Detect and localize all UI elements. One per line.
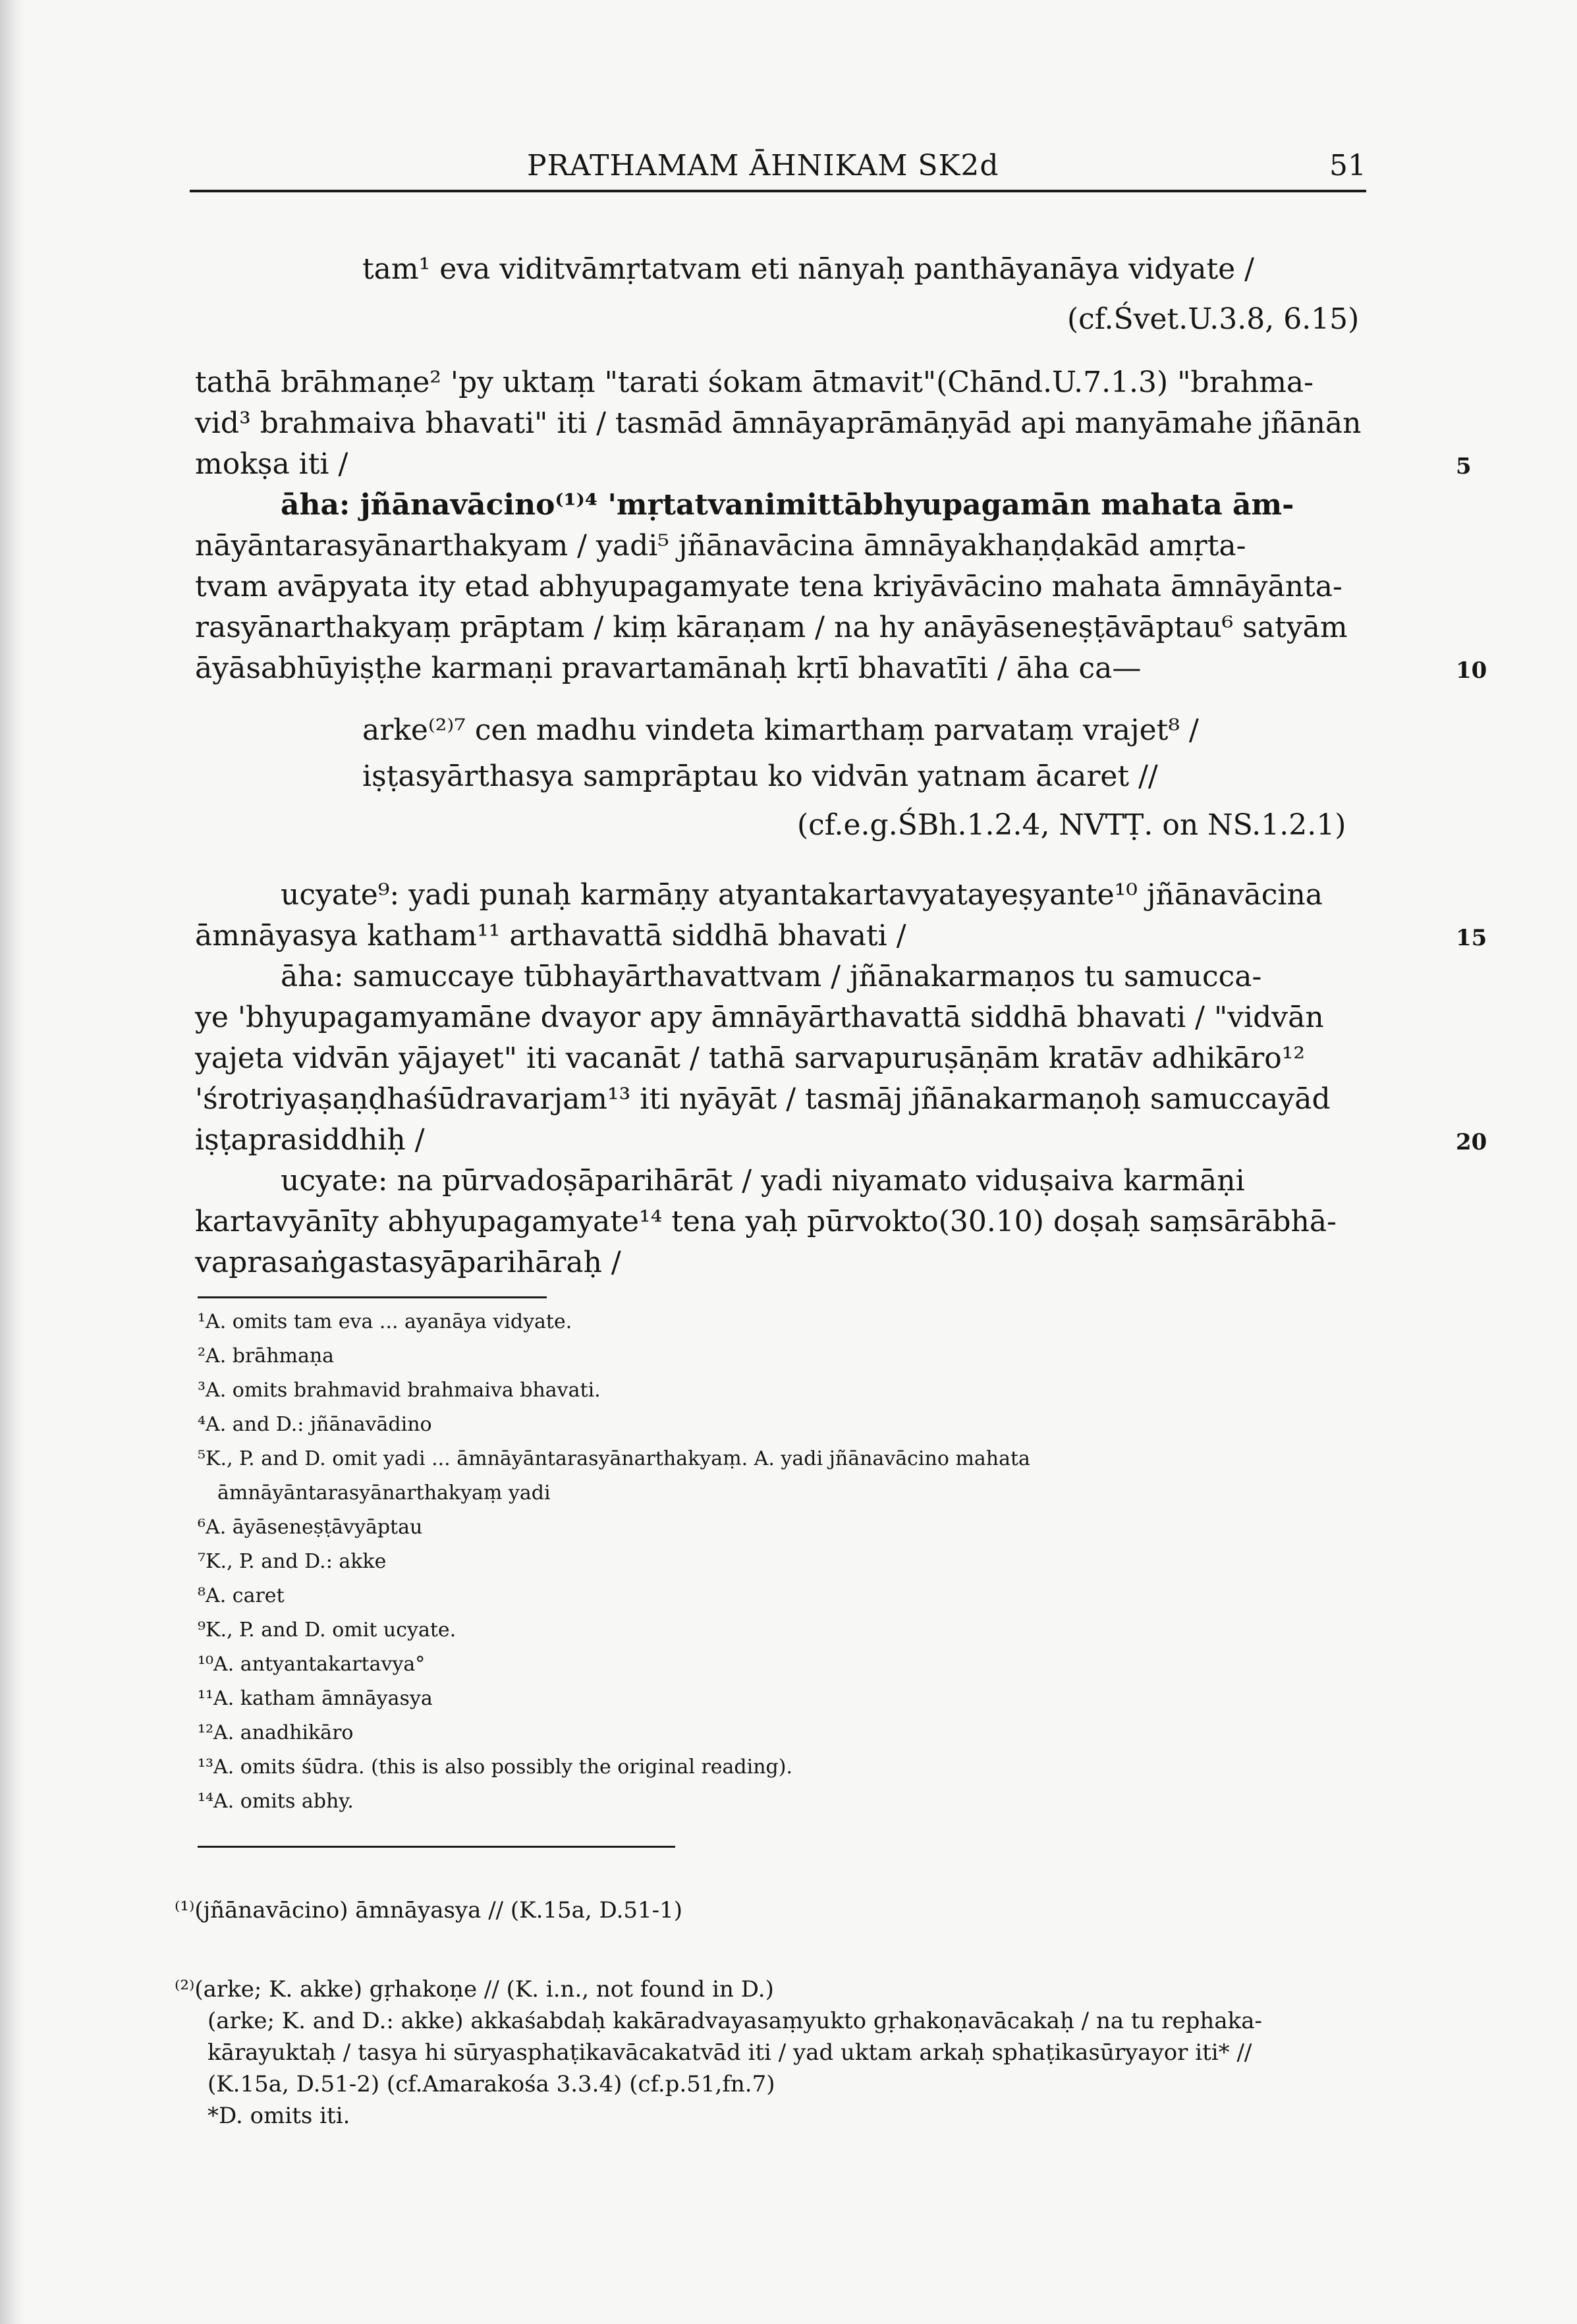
line-number: 15 [1456,925,1487,951]
notes-separator [198,1846,675,1848]
verse-line: iṣṭasyārthasya samprāptau ko vidvān yatnam ācaret // [362,760,1158,793]
text-line: rasyānarthakyaṃ prāptam / kiṃ kāraṇam / na hy anāyāseneṣṭāvāptau⁶ satyām [195,611,1348,644]
footnote: ⁸A. caret [198,1584,285,1607]
editorial-note-line: *D. omits iti. [208,2103,350,2129]
text-line: āha: samuccaye tūbhayārthavattvam / jñānakarmaṇos tu samucca- [281,960,1262,993]
page-header [190,144,1366,192]
text-line: vaprasaṅgastasyāparihāraḥ / [195,1246,621,1279]
footnote-separator [198,1296,547,1298]
footnote: ⁴A. and D.: jñānavādino [198,1413,432,1436]
footnote-continuation: āmnāyāntarasyānarthakyaṃ yadi [217,1481,551,1505]
footnote: ¹³A. omits śūdra. (this is also possibly the original reading). [198,1756,792,1779]
running-title: PRATHAMAM ĀHNIKAM SK2d [527,149,999,182]
text-line: āmnāyasya katham¹¹ arthavattā siddhā bhavati / [195,919,906,953]
text-line: 'śrotriyaṣaṇḍhaśūdravarjam¹³ iti nyāyāt / tasmāj jñānakarmaṇoḥ samuccayād [195,1082,1331,1116]
footnote: ⁷K., P. and D.: akke [198,1550,387,1573]
footnote: ³A. omits brahmavid brahmaiva bhavati. [198,1379,601,1402]
footnote: ¹A. omits tam eva ... ayanāya vidyate. [198,1310,572,1333]
footnote: ²A. brāhmaṇa [198,1344,335,1368]
verse-line: arke⁽²⁾⁷ cen madhu vindeta kimarthaṃ parvataṃ vrajet⁸ / [362,713,1199,747]
footnote: ¹⁰A. antyantakartavya° [198,1653,426,1676]
text-line: yajeta vidvān yājayet" iti vacanāt / tathā sarvapuruṣāṇām kratāv adhikāro¹² [195,1041,1306,1075]
footnote: ¹²A. anadhikāro [198,1721,354,1744]
editorial-note: ⁽²⁾(arke; K. akke) gṛhakoṇe // (K. i.n., not found in D.) [175,1976,774,2003]
text-line: tathā brāhmaṇe² 'py uktaṃ "tarati śokam ātmavit"(Chānd.U.7.1.3) "brahma- [195,366,1314,399]
text-line: āha: jñānavācino⁽¹⁾⁴ 'mṛtatvanimittābhyupagamān mahata ām- [281,488,1294,522]
text-line: mokṣa iti / [195,447,348,481]
editorial-note-line: (arke; K. and D.: akke) akkaśabdaḥ kakāradvayasaṃyukto gṛhakoṇavācakaḥ / na tu rephaka- [208,2008,1262,2034]
verse-citation: (cf.e.g.ŚBh.1.2.4, NVTṬ. on NS.1.2.1) [797,808,1346,842]
footnote: ⁵K., P. and D. omit yadi ... āmnāyāntarasyānarthakyaṃ. A. yadi jñānavācino mahata [198,1447,1030,1470]
text-line: vid³ brahmaiva bhavati" iti / tasmād āmnāyaprāmāṇyād api manyāmahe jñānān [195,406,1362,440]
text-line: ucyate: na pūrvadoṣāparihārāt / yadi niyamato viduṣaiva karmāṇi [281,1164,1245,1198]
text-line: tvam avāpyata ity etad abhyupagamyate tena kriyāvācino mahata āmnāyānta- [195,570,1342,603]
text-line: ucyate⁹: yadi punaḥ karmāṇy atyantakartavyatayeṣyante¹⁰ jñānavācina [281,878,1323,912]
text-line: iṣṭaprasiddhiḥ / [195,1123,425,1157]
footnote: ¹⁴A. omits abhy. [198,1790,354,1813]
editorial-note-line: kārayuktaḥ / tasya hi sūryasphaṭikavācakatvād iti / yad uktam arkaḥ sphaṭikasūryayor iti* // [208,2039,1252,2066]
footnote: ⁶A. āyāseneṣṭāvyāptau [198,1516,423,1539]
line-number: 10 [1456,657,1487,684]
footnote: ¹¹A. katham āmnāyasya [198,1687,433,1710]
line-number: 5 [1456,453,1472,480]
editorial-note: ⁽¹⁾(jñānavācino) āmnāyasya // (K.15a, D.51-1) [175,1897,683,1923]
line-number: 20 [1456,1129,1487,1155]
editorial-note-line: (K.15a, D.51-2) (cf.Amarakośa 3.3.4) (cf.p.51,fn.7) [208,2071,775,2097]
verse-line: tam¹ eva viditvāmṛtatvam eti nānyaḥ panthāyanāya vidyate / [362,252,1255,286]
text-line: āyāsabhūyiṣṭhe karmaṇi pravartamānaḥ kṛtī bhavatīti / āha ca— [195,651,1142,685]
text-line: kartavyānīty abhyupagamyate¹⁴ tena yaḥ pūrvokto(30.10) doṣaḥ saṃsārābhā- [195,1205,1337,1238]
page-number: 51 [1329,149,1366,182]
footnote: ⁹K., P. and D. omit ucyate. [198,1618,456,1642]
verse-citation: (cf.Śvet.U.3.8, 6.15) [1067,302,1360,336]
text-line: nāyāntarasyānarthakyam / yadi⁵ jñānavācina āmnāyakhaṇḍakād amṛta- [195,529,1246,563]
text-line: ye 'bhyupagamyamāne dvayor apy āmnāyārthavattā siddhā bhavati / "vidvān [195,1001,1324,1034]
